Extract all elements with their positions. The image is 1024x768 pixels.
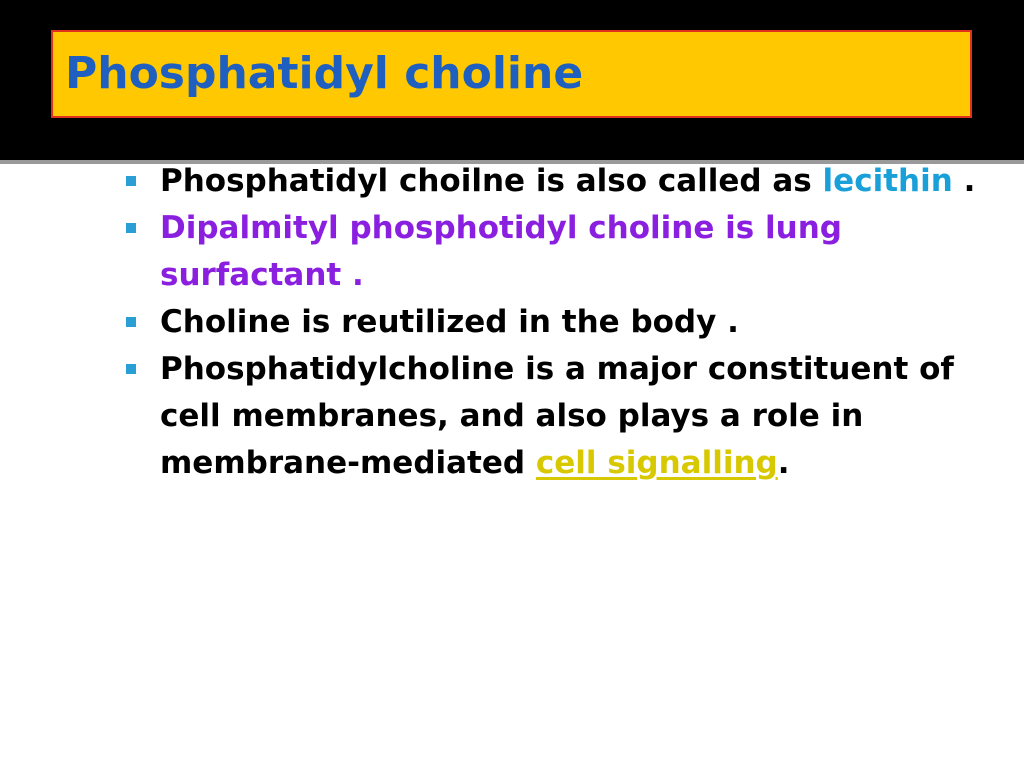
square-bullet-icon (126, 317, 136, 327)
cell-signalling-link[interactable]: cell signalling (535, 445, 778, 481)
bullet-text: Dipalmityl phosphotidyl choline is lung surfactant . (160, 210, 842, 293)
bullet-text: Phosphatidyl choilne is also called as (160, 163, 823, 199)
bullet-item (124, 158, 984, 205)
slide-title: Phosphatidyl choline (65, 48, 584, 99)
bullet-item (124, 346, 984, 487)
square-bullet-icon (126, 364, 136, 374)
bullet-text: Choline is reutilized in the body . (160, 304, 739, 340)
bullet-text-end: . (952, 163, 976, 199)
bullet-item (124, 299, 984, 346)
square-bullet-icon (126, 223, 136, 233)
bullet-list (124, 158, 984, 487)
title-box (51, 30, 972, 118)
bullet-item (124, 205, 984, 299)
bullet-text: Phosphatidylcholine is a major constituent of cell membranes, and also plays a role in membrane-mediated (160, 351, 954, 481)
bullet-text-end: . (777, 445, 790, 481)
square-bullet-icon (126, 176, 136, 186)
highlight-term: lecithin (822, 163, 953, 199)
